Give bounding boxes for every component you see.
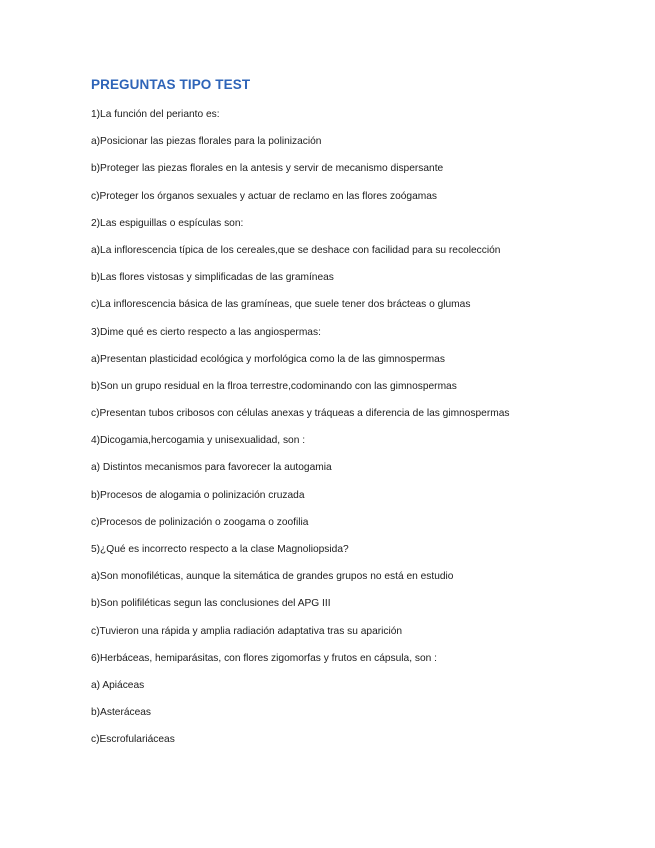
- answer-1b: b)Proteger las piezas florales en la antesis y servir de mecanismo dispersante: [91, 163, 444, 175]
- answer-6b: b)Asteráceas: [91, 707, 152, 719]
- question-2: 2)Las espiguillas o espículas son:: [91, 217, 244, 229]
- answer-2c: c)La inflorescencia básica de las gramíneas, que suele tener dos brácteas o glumas: [91, 299, 471, 311]
- answer-4b: b)Procesos de alogamia o polinización cruzada: [91, 489, 305, 501]
- question-3: 3)Dime qué es cierto respecto a las angiospermas:: [91, 326, 321, 338]
- answer-1c: c)Proteger los órganos sexuales y actuar de reclamo en las flores zoógamas: [91, 190, 437, 202]
- answer-6a: a) Apiáceas: [91, 679, 145, 691]
- answer-1a: a)Posicionar las piezas florales para la polinización: [91, 136, 322, 148]
- answer-5a: a)Son monofiléticas, aunque la sitemática de grandes grupos no está en estudio: [91, 571, 454, 583]
- answer-3a: a)Presentan plasticidad ecológica y morfológica como la de las gimnospermas: [91, 353, 445, 365]
- answer-3c: c)Presentan tubos cribosos con células anexas y tráqueas a diferencia de las gimnospermas: [91, 408, 510, 420]
- answer-3b: b)Son un grupo residual en la flroa terrestre,codominando con las gimnospermas: [91, 380, 457, 392]
- answer-2b: b)Las flores vistosas y simplificadas de las gramíneas: [91, 272, 334, 284]
- answer-5b: b)Son polifiléticas segun las conclusiones del APG III: [91, 598, 331, 610]
- answer-4a: a) Distintos mecanismos para favorecer la autogamia: [91, 462, 332, 474]
- document-title: PREGUNTAS TIPO TEST: [91, 77, 251, 92]
- answer-5c: c)Tuvieron una rápida y amplia radiación adaptativa tras su aparición: [91, 625, 403, 637]
- question-5: 5)¿Qué es incorrecto respecto a la clase Magnoliopsida?: [91, 544, 349, 555]
- answer-2a: a)La inflorescencia típica de los cereales,que se deshace con facilidad para su recolección: [91, 244, 501, 256]
- question-list: [91, 109, 561, 762]
- question-6: 6)Herbáceas, hemiparásitas, con flores zigomorfas y frutos en cápsula, son :: [91, 652, 437, 664]
- answer-6c: c)Escrofulariáceas: [91, 734, 175, 746]
- question-4: 4)Dicogamia,hercogamia y unisexualidad, son :: [91, 435, 306, 447]
- answer-4c: c)Procesos de polinización o zoogama o zoofilia: [91, 516, 309, 528]
- question-1: 1)La función del perianto es:: [91, 109, 220, 120]
